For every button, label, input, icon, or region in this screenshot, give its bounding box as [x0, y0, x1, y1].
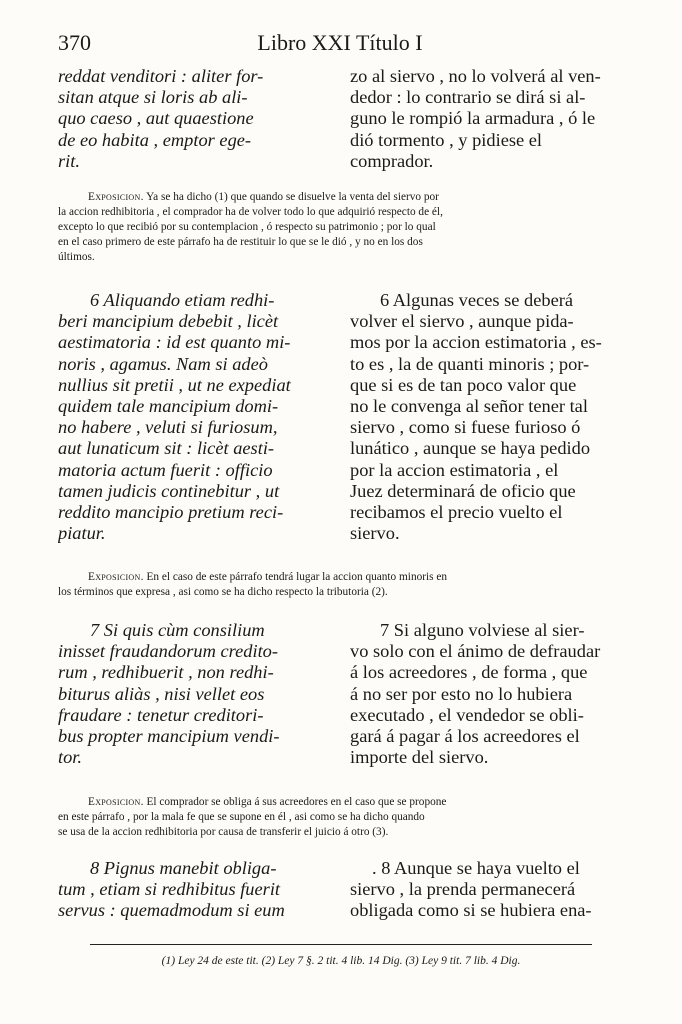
latin-line: aut lunaticum sit : licèt aesti-: [58, 438, 275, 459]
exposicion-note: [58, 570, 624, 600]
latin-line: biturus aliàs , nisi vellet eos: [58, 683, 265, 704]
spanish-line: volver el siervo , aunque pida-: [350, 311, 574, 332]
latin-line: rit.: [58, 150, 80, 171]
spanish-line: executado , el vendedor se obli-: [350, 704, 584, 725]
spanish-line: recibamos el precio vuelto el: [350, 502, 563, 523]
exposicion-line: los términos que expresa , asi como se ha dicho respecto la tributoria (2).: [58, 586, 388, 598]
latin-line: rum , redhibuerit , non redhi-: [58, 662, 274, 683]
latin-line: bus propter mancipium vendi-: [58, 726, 280, 747]
latin-line: aestimatoria : id est quanto mi-: [58, 332, 291, 353]
latin-line: sitan atque si loris ab ali-: [58, 87, 248, 108]
spanish-line: dió tormento , y pidiese el: [350, 129, 543, 150]
spanish-line: guno le rompió la armadura , ó le: [350, 108, 596, 129]
latin-column: [58, 858, 330, 922]
exposicion-line: Exposicion. Ya se ha dicho (1) que quando se disuelve la venta del siervo por: [88, 191, 439, 203]
exposicion-label: Exposicion.: [88, 796, 144, 808]
spanish-line: dedor : lo contrario se dirá si al-: [350, 87, 586, 108]
exposicion-line: Exposicion. En el caso de este párrafo tendrá lugar la accion quanto minoris en: [88, 571, 448, 583]
spanish-line: á no ser por esto no lo hubiera: [350, 683, 573, 704]
spanish-column: [350, 858, 622, 922]
exposicion-line: Exposicion. El comprador se obliga á sus acreedores en el caso que se propone: [88, 796, 447, 808]
spanish-line: no le convenga al señor tener tal: [350, 396, 588, 417]
footnotes: (1) Ley 24 de este tit. (2) Ley 7 §. 2 tit. 4 lib. 14 Dig. (3) Ley 9 tit. 7 lib. 4 Dig.: [161, 955, 521, 967]
spanish-line: 6 Algunas veces se deberá: [380, 290, 574, 310]
latin-line: 6 Aliquando etiam redhi-: [90, 290, 275, 310]
latin-column: [58, 290, 330, 544]
latin-line: quo caeso , aut quaestione: [58, 108, 254, 129]
latin-column: [58, 66, 330, 172]
latin-line: tum , etiam si redhibitus fuerit: [58, 879, 281, 900]
spanish-line: importe del siervo.: [350, 747, 489, 768]
exposicion-label: Exposicion.: [88, 571, 144, 583]
latin-line: tamen judicis continebitur , ut: [58, 480, 280, 501]
latin-line: reddat venditori : aliter for-: [58, 66, 264, 86]
latin-line: nullius sit pretii , ut ne expediat: [58, 374, 291, 395]
latin-line: piatur.: [58, 523, 106, 544]
spanish-line: lunático , aunque se haya pedido: [350, 438, 591, 459]
latin-line: noris , agamus. Nam si adeò: [58, 353, 268, 374]
spanish-line: obligada como si se hubiera ena-: [350, 900, 592, 921]
latin-line: 8 Pignus manebit obliga-: [90, 858, 277, 878]
spanish-line: siervo , la prenda permanecerá: [350, 879, 576, 900]
spanish-line: Juez determinará de oficio que: [350, 480, 576, 501]
latin-line: matoria actum fuerit : officio: [58, 459, 273, 480]
spanish-line: 7 Si alguno volviese al sier-: [380, 620, 585, 640]
latin-line: beri mancipium debebit , licèt: [58, 311, 279, 332]
spanish-line: mos por la accion estimatoria , es-: [350, 332, 602, 353]
page-header: [58, 30, 622, 58]
footnote-rule: [90, 944, 592, 945]
exposicion-note: [58, 190, 624, 265]
spanish-line: vo solo con el ánimo de defraudar: [350, 641, 601, 662]
spanish-column: [350, 290, 622, 544]
spanish-line: to es , la de quanti minoris ; por-: [350, 353, 590, 374]
spanish-line: gará á pagar á los acreedores el: [350, 726, 580, 747]
spanish-line: siervo , como si fuese furioso ó: [350, 417, 581, 438]
latin-column: [58, 620, 330, 768]
latin-line: inisset fraudandorum credito-: [58, 641, 278, 662]
exposicion-line: se usa de la accion redhibitoria por causa de transferir el juicio á otro (3).: [58, 826, 389, 838]
exposicion-line: excepto lo que recibió por su contemplacion , ó respecto su patrimonio ; por lo qual: [58, 221, 436, 233]
exposicion-line: últimos.: [58, 251, 95, 263]
latin-line: reddito mancipio pretium reci-: [58, 502, 284, 523]
latin-line: 7 Si quis cùm consilium: [90, 620, 265, 640]
spanish-line: siervo.: [350, 523, 400, 544]
exposicion-note: [58, 795, 624, 840]
spanish-line: comprador.: [350, 150, 434, 171]
latin-line: de eo habita , emptor ege-: [58, 129, 252, 150]
latin-line: tor.: [58, 747, 83, 768]
spanish-column: [350, 620, 622, 768]
latin-line: fraudare : tenetur creditori-: [58, 704, 264, 725]
spanish-line: zo al siervo , no lo volverá al ven-: [350, 66, 601, 86]
exposicion-line: en este párrafo , por la mala fe que se supone en él , asi como se ha dicho quando: [58, 811, 425, 823]
spanish-line: á los acreedores , de forma , que: [350, 662, 588, 683]
spanish-column: [350, 66, 622, 172]
exposicion-label: Exposicion.: [88, 191, 144, 203]
spanish-line: que si es de tan poco valor que: [350, 374, 577, 395]
page-number: 370: [58, 30, 91, 55]
spanish-line: . 8 Aunque se haya vuelto el: [372, 858, 580, 878]
running-head: Libro XXI Título I: [257, 30, 423, 55]
spanish-line: por la accion estimatoria , el: [350, 459, 559, 480]
latin-line: quidem tale mancipium domi-: [58, 396, 279, 417]
latin-line: servus : quemadmodum si eum: [58, 900, 285, 921]
latin-line: no habere , veluti si furiosum,: [58, 417, 278, 438]
exposicion-line: la accion redhibitoria , el comprador ha de volver todo lo que adquirió respecto de él,: [58, 206, 443, 218]
exposicion-line: en el caso primero de este párrafo ha de restituir lo que se le dió , y no en los dos: [58, 236, 423, 248]
